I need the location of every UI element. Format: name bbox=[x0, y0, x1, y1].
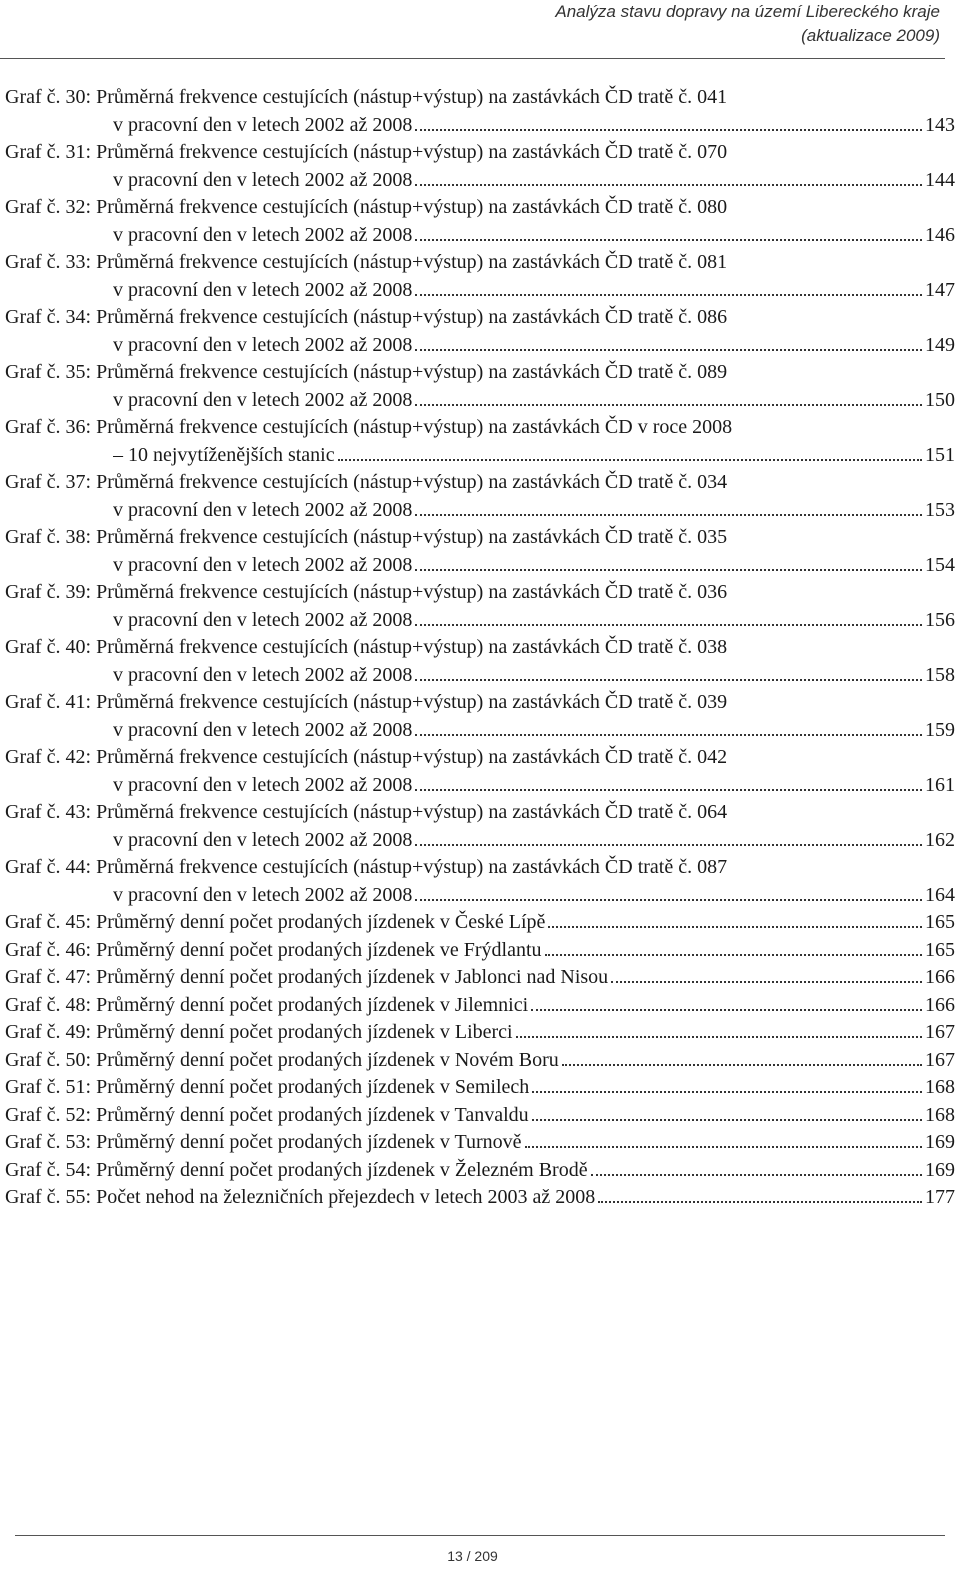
dot-leader bbox=[415, 184, 922, 186]
toc-entry-title-cont: v pracovní den v letech 2002 až 2008 bbox=[113, 333, 413, 356]
toc-entry-line bbox=[5, 139, 955, 167]
toc-entry-line bbox=[5, 552, 955, 580]
dot-leader bbox=[415, 734, 922, 736]
toc-entry[interactable] bbox=[5, 1184, 955, 1212]
toc-entry-title: Graf č. 44: Průměrná frekvence cestujících (nástup+výstup) na zastávkách ČD tratě č. 087 bbox=[5, 856, 728, 878]
toc-entry-line bbox=[5, 882, 955, 910]
toc-entry-line bbox=[5, 799, 955, 827]
toc-entry-title-cont: v pracovní den v letech 2002 až 2008 bbox=[113, 168, 413, 191]
toc-entry-line bbox=[5, 1102, 955, 1130]
toc-entry[interactable] bbox=[5, 414, 955, 469]
dot-leader bbox=[591, 1174, 922, 1176]
toc-entry[interactable] bbox=[5, 1129, 955, 1157]
header-divider bbox=[0, 58, 945, 59]
toc-entry-page: 162 bbox=[925, 828, 955, 851]
toc-entry-title: Graf č. 32: Průměrná frekvence cestujících (nástup+výstup) na zastávkách ČD tratě č. 080 bbox=[5, 196, 728, 218]
toc-entry-page: 151 bbox=[925, 443, 955, 466]
toc-entry[interactable] bbox=[5, 304, 955, 359]
dot-leader bbox=[532, 1119, 922, 1121]
toc-entry-line bbox=[5, 827, 955, 855]
toc-entry[interactable] bbox=[5, 634, 955, 689]
toc-entry[interactable] bbox=[5, 249, 955, 304]
toc-entry-title: Graf č. 50: Průměrný denní počet prodaných jízdenek v Novém Boru bbox=[5, 1048, 559, 1071]
toc-entry-page: 150 bbox=[925, 388, 955, 411]
toc-entry-title-cont: v pracovní den v letech 2002 až 2008 bbox=[113, 773, 413, 796]
toc-entry-line bbox=[5, 1184, 955, 1212]
toc-entry-title: Graf č. 45: Průměrný denní počet prodaných jízdenek v České Lípě bbox=[5, 911, 546, 933]
toc-entry-line bbox=[5, 442, 955, 470]
toc-entry-title: Graf č. 38: Průměrná frekvence cestujících (nástup+výstup) na zastávkách ČD tratě č. 035 bbox=[5, 526, 728, 548]
toc-entry-title: Graf č. 53: Průměrný denní počet prodaných jízdenek v Turnově bbox=[5, 1131, 522, 1153]
dot-leader bbox=[415, 899, 922, 901]
toc-entry-title-cont: v pracovní den v letech 2002 až 2008 bbox=[113, 883, 413, 906]
toc-entry-page: 154 bbox=[925, 553, 955, 576]
toc-entry-title: Graf č. 52: Průměrný denní počet prodaných jízdenek v Tanvaldu bbox=[5, 1103, 529, 1126]
toc-entry-title: Graf č. 37: Průměrná frekvence cestujících (nástup+výstup) na zastávkách ČD tratě č. 034 bbox=[5, 471, 728, 493]
toc-entry-title: Graf č. 36: Průměrná frekvence cestujících (nástup+výstup) na zastávkách ČD v roce 2008 bbox=[5, 416, 733, 438]
toc-entry-line bbox=[5, 414, 955, 442]
toc-entry[interactable] bbox=[5, 139, 955, 194]
toc-entry-title-cont: v pracovní den v letech 2002 až 2008 bbox=[113, 278, 413, 301]
toc-entry-page: 165 bbox=[925, 911, 955, 933]
toc-entry-page: 169 bbox=[925, 1131, 955, 1153]
toc-entry-line bbox=[5, 1074, 955, 1102]
toc-entry[interactable] bbox=[5, 194, 955, 249]
toc-entry-title-cont: v pracovní den v letech 2002 až 2008 bbox=[113, 663, 413, 686]
toc-entry-title: Graf č. 34: Průměrná frekvence cestujících (nástup+výstup) na zastávkách ČD tratě č. 086 bbox=[5, 306, 728, 328]
toc-entry-line bbox=[5, 469, 955, 497]
toc-entry-page: 164 bbox=[925, 883, 955, 906]
toc-entry[interactable] bbox=[5, 937, 955, 965]
toc-entry-line bbox=[5, 387, 955, 415]
dot-leader bbox=[415, 129, 922, 131]
toc-entry-line bbox=[5, 332, 955, 360]
toc-entry-line bbox=[5, 277, 955, 305]
toc-entry-title-cont: v pracovní den v letech 2002 až 2008 bbox=[113, 223, 413, 246]
toc-entry[interactable] bbox=[5, 524, 955, 579]
toc-entry[interactable] bbox=[5, 1157, 955, 1185]
toc-entry-title-cont: v pracovní den v letech 2002 až 2008 bbox=[113, 553, 413, 576]
dot-leader bbox=[415, 404, 922, 406]
toc-entry-title-cont: v pracovní den v letech 2002 až 2008 bbox=[113, 498, 413, 521]
toc-entry-line bbox=[5, 497, 955, 525]
toc-entry-title: Graf č. 46: Průměrný denní počet prodaných jízdenek ve Frýdlantu bbox=[5, 938, 542, 961]
toc-entry[interactable] bbox=[5, 469, 955, 524]
toc-entry[interactable] bbox=[5, 359, 955, 414]
toc-entry-page: 143 bbox=[925, 113, 955, 136]
toc-entry-title: Graf č. 54: Průměrný denní počet prodaných jízdenek v Železném Brodě bbox=[5, 1158, 588, 1181]
dot-leader bbox=[415, 239, 922, 241]
dot-leader bbox=[545, 954, 922, 956]
toc-entry-page: 167 bbox=[925, 1048, 955, 1071]
toc-entry-page: 166 bbox=[925, 966, 955, 988]
toc-entry[interactable] bbox=[5, 964, 955, 992]
toc-entry-page: 158 bbox=[925, 663, 955, 686]
toc-entry-line bbox=[5, 992, 955, 1020]
toc-entry-line bbox=[5, 579, 955, 607]
toc-entry-page: 177 bbox=[925, 1186, 955, 1208]
header-title: Analýza stavu dopravy na území Libereckého kraje bbox=[555, 2, 940, 21]
toc-entry-line bbox=[5, 717, 955, 745]
toc-entry-line bbox=[5, 1047, 955, 1075]
header-subtitle: (aktualizace 2009) bbox=[801, 26, 940, 45]
dot-leader bbox=[562, 1064, 922, 1066]
toc-entry-title-cont: v pracovní den v letech 2002 až 2008 bbox=[113, 388, 413, 411]
toc-entry-page: 146 bbox=[925, 223, 955, 246]
toc-entry-title: Graf č. 51: Průměrný denní počet prodaných jízdenek v Semilech bbox=[5, 1076, 530, 1098]
dot-leader bbox=[611, 981, 922, 983]
toc-entry-title-cont: – 10 nejvytíženějších stanic bbox=[113, 443, 335, 466]
dot-leader bbox=[415, 624, 922, 626]
dot-leader bbox=[525, 1146, 922, 1148]
toc-entry-title: Graf č. 39: Průměrná frekvence cestujících (nástup+výstup) na zastávkách ČD tratě č. 036 bbox=[5, 581, 728, 603]
dot-leader bbox=[531, 1009, 922, 1011]
toc-entry-title-cont: v pracovní den v letech 2002 až 2008 bbox=[113, 113, 413, 136]
toc-entry-title: Graf č. 35: Průměrná frekvence cestujících (nástup+výstup) na zastávkách ČD tratě č. 089 bbox=[5, 361, 728, 383]
toc-entry-line bbox=[5, 84, 955, 112]
toc-entry-line bbox=[5, 524, 955, 552]
toc-entry-line bbox=[5, 112, 955, 140]
toc-entry-page: 153 bbox=[925, 498, 955, 521]
toc-entry-title: Graf č. 41: Průměrná frekvence cestujících (nástup+výstup) na zastávkách ČD tratě č. 039 bbox=[5, 691, 728, 713]
table-of-figures bbox=[5, 84, 955, 1212]
toc-entry-line bbox=[5, 222, 955, 250]
toc-entry-title: Graf č. 48: Průměrný denní počet prodaných jízdenek v Jilemnici bbox=[5, 993, 529, 1016]
toc-entry[interactable] bbox=[5, 1074, 955, 1102]
toc-entry-title: Graf č. 47: Průměrný denní počet prodaných jízdenek v Jablonci nad Nisou bbox=[5, 966, 609, 988]
dot-leader bbox=[532, 1091, 922, 1093]
toc-entry-page: 144 bbox=[925, 168, 955, 191]
toc-entry-line bbox=[5, 662, 955, 690]
toc-entry-line bbox=[5, 607, 955, 635]
dot-leader bbox=[415, 349, 922, 351]
toc-entry-title: Graf č. 42: Průměrná frekvence cestujících (nástup+výstup) na zastávkách ČD tratě č. 042 bbox=[5, 746, 728, 768]
toc-entry[interactable] bbox=[5, 1047, 955, 1075]
toc-entry-line bbox=[5, 634, 955, 662]
toc-entry-title: Graf č. 31: Průměrná frekvence cestujících (nástup+výstup) na zastávkách ČD tratě č. 070 bbox=[5, 141, 728, 163]
dot-leader bbox=[415, 569, 922, 571]
toc-entry-line bbox=[5, 359, 955, 387]
toc-entry-line bbox=[5, 964, 955, 992]
toc-entry-title-cont: v pracovní den v letech 2002 až 2008 bbox=[113, 828, 413, 851]
toc-entry-title: Graf č. 33: Průměrná frekvence cestujících (nástup+výstup) na zastávkách ČD tratě č. 081 bbox=[5, 251, 728, 273]
toc-entry-line bbox=[5, 909, 955, 937]
toc-entry-line bbox=[5, 854, 955, 882]
toc-entry-line bbox=[5, 744, 955, 772]
dot-leader bbox=[338, 459, 922, 461]
toc-entry[interactable] bbox=[5, 1019, 955, 1047]
toc-entry[interactable] bbox=[5, 909, 955, 937]
dot-leader bbox=[415, 514, 922, 516]
toc-entry-title: Graf č. 30: Průměrná frekvence cestujících (nástup+výstup) na zastávkách ČD tratě č. 041 bbox=[5, 86, 728, 108]
toc-entry-page: 165 bbox=[925, 938, 955, 961]
toc-entry[interactable] bbox=[5, 84, 955, 139]
toc-entry-line bbox=[5, 1129, 955, 1157]
toc-entry-line bbox=[5, 249, 955, 277]
toc-entry-page: 168 bbox=[925, 1076, 955, 1098]
toc-entry[interactable] bbox=[5, 689, 955, 744]
toc-entry-line bbox=[5, 772, 955, 800]
toc-entry-title-cont: v pracovní den v letech 2002 až 2008 bbox=[113, 718, 413, 741]
toc-entry[interactable] bbox=[5, 1102, 955, 1130]
toc-entry-page: 166 bbox=[925, 993, 955, 1016]
toc-entry-page: 167 bbox=[925, 1021, 955, 1043]
toc-entry-page: 147 bbox=[925, 278, 955, 301]
toc-entry-page: 168 bbox=[925, 1103, 955, 1126]
toc-entry-page: 156 bbox=[925, 608, 955, 631]
dot-leader bbox=[598, 1201, 922, 1203]
footer-divider bbox=[15, 1535, 945, 1536]
toc-entry-line bbox=[5, 167, 955, 195]
page-number: 13 / 209 bbox=[447, 1548, 498, 1564]
toc-entry[interactable] bbox=[5, 799, 955, 854]
dot-leader bbox=[415, 294, 922, 296]
toc-entry-title: Graf č. 55: Počet nehod na železničních přejezdech v letech 2003 až 2008 bbox=[5, 1186, 596, 1208]
toc-entry-page: 161 bbox=[925, 773, 955, 796]
dot-leader bbox=[415, 789, 922, 791]
toc-entry-title-cont: v pracovní den v letech 2002 až 2008 bbox=[113, 608, 413, 631]
toc-entry-title: Graf č. 49: Průměrný denní počet prodaných jízdenek v Liberci bbox=[5, 1021, 513, 1043]
page-header bbox=[340, 0, 940, 48]
toc-entry[interactable] bbox=[5, 744, 955, 799]
toc-entry-line bbox=[5, 1019, 955, 1047]
dot-leader bbox=[415, 844, 922, 846]
toc-entry[interactable] bbox=[5, 854, 955, 909]
toc-entry[interactable] bbox=[5, 992, 955, 1020]
toc-entry-page: 169 bbox=[925, 1158, 955, 1181]
toc-entry-title: Graf č. 40: Průměrná frekvence cestujících (nástup+výstup) na zastávkách ČD tratě č. 038 bbox=[5, 636, 728, 658]
toc-entry-line bbox=[5, 689, 955, 717]
toc-entry-line bbox=[5, 304, 955, 332]
toc-entry-title: Graf č. 43: Průměrná frekvence cestujících (nástup+výstup) na zastávkách ČD tratě č. 064 bbox=[5, 801, 728, 823]
toc-entry[interactable] bbox=[5, 579, 955, 634]
dot-leader bbox=[548, 926, 922, 928]
dot-leader bbox=[415, 679, 922, 681]
toc-entry-line bbox=[5, 194, 955, 222]
dot-leader bbox=[516, 1036, 922, 1038]
toc-entry-page: 149 bbox=[925, 333, 955, 356]
toc-entry-line bbox=[5, 937, 955, 965]
toc-entry-page: 159 bbox=[925, 718, 955, 741]
toc-entry-line bbox=[5, 1157, 955, 1185]
